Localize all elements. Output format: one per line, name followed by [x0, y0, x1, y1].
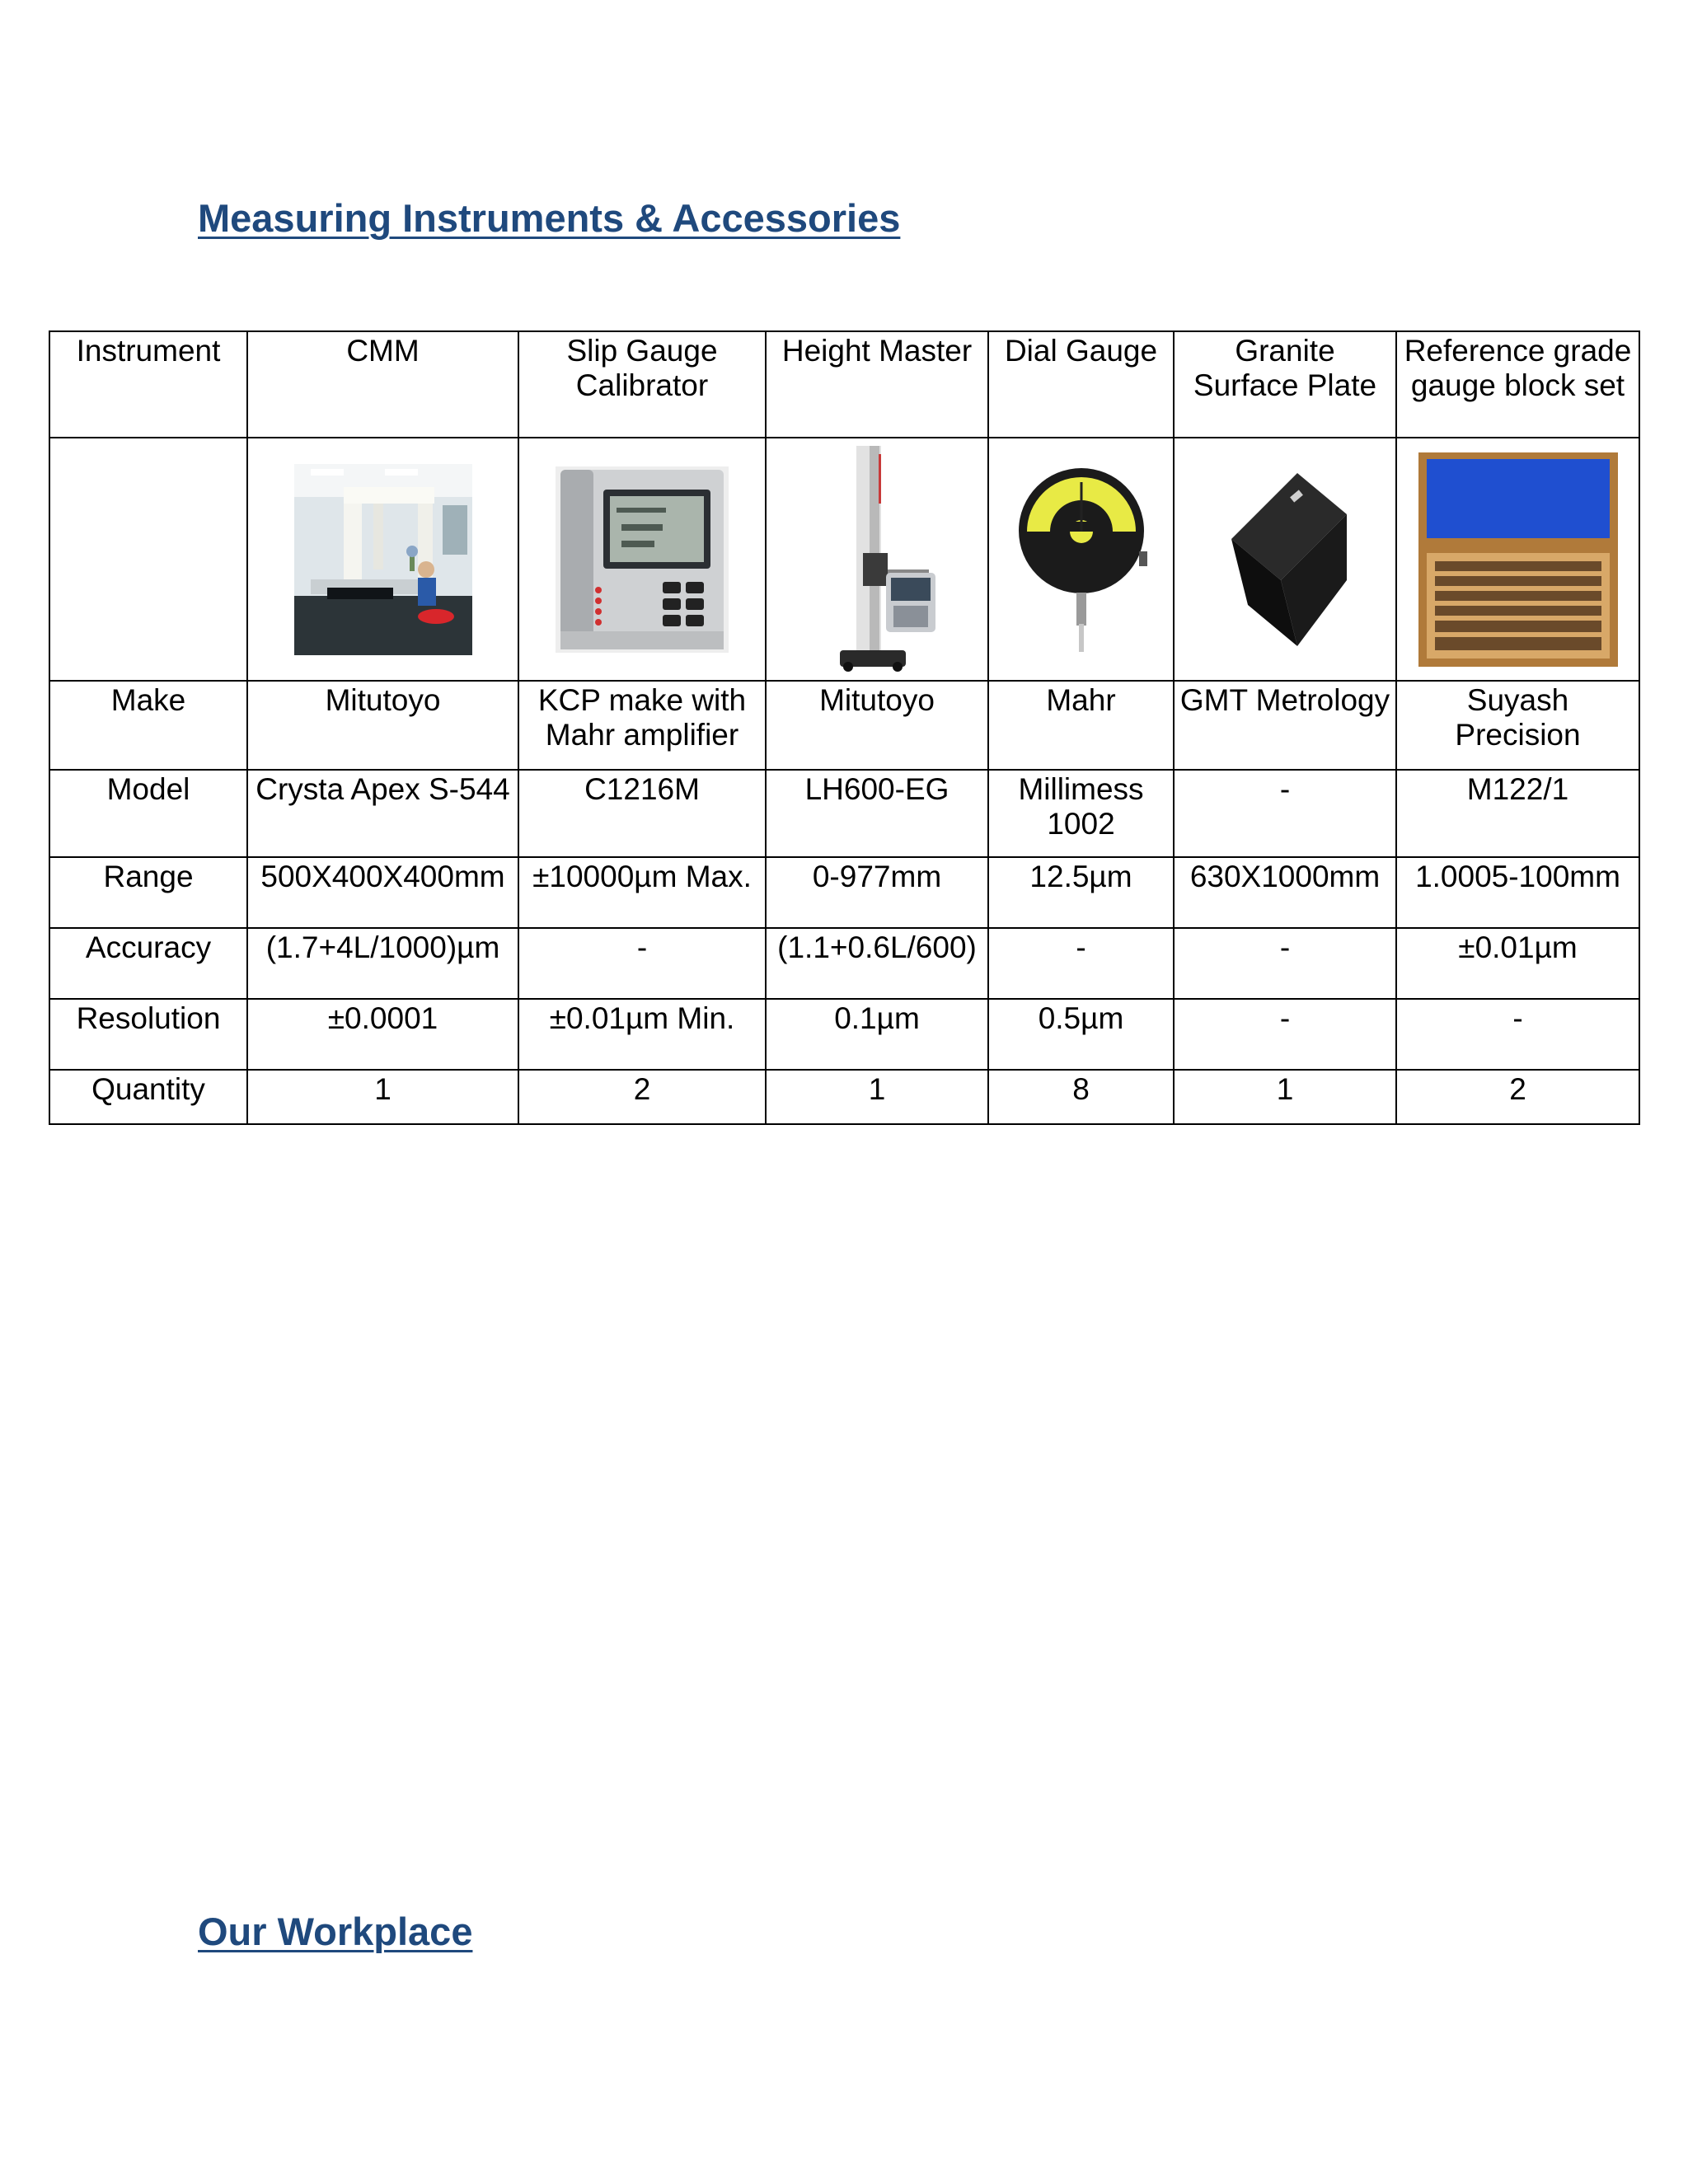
quantity-granite-surface-plate: 1	[1174, 1070, 1396, 1124]
row-label-instrument: Instrument	[49, 331, 247, 438]
model-height-master: LH600-EG	[766, 770, 988, 857]
make-height-master: Mitutoyo	[766, 681, 988, 770]
accuracy-height-master: (1.1+0.6L/600)	[766, 928, 988, 999]
instrument-name-height-master: Height Master	[766, 331, 988, 438]
make-slip-gauge-calibrator: KCP make with Mahr amplifier	[518, 681, 766, 770]
quantity-gauge-block-set: 2	[1396, 1070, 1639, 1124]
range-gauge-block-set: 1.0005-100mm	[1396, 857, 1639, 928]
range-slip-gauge-calibrator: ±10000µm Max.	[518, 857, 766, 928]
make-gauge-block-set: Suyash Precision	[1396, 681, 1639, 770]
row-label-accuracy: Accuracy	[49, 928, 247, 999]
slip-gauge-calibrator-image	[556, 466, 729, 653]
resolution-height-master: 0.1µm	[766, 999, 988, 1070]
instrument-name-slip-gauge-calibrator: Slip Gauge Calibrator	[518, 331, 766, 438]
instrument-name-dial-gauge: Dial Gauge	[988, 331, 1174, 438]
row-label-model: Model	[49, 770, 247, 857]
table-row-model	[49, 770, 1639, 857]
image-cell-gauge-block-set	[1396, 438, 1639, 681]
range-dial-gauge: 12.5µm	[988, 857, 1174, 928]
instrument-name-granite-surface-plate: Granite Surface Plate	[1174, 331, 1396, 438]
table-row-resolution	[49, 999, 1639, 1070]
table-row-accuracy	[49, 928, 1639, 999]
resolution-slip-gauge-calibrator: ±0.01µm Min.	[518, 999, 766, 1070]
table-row-instrument	[49, 331, 1639, 438]
image-cell-slip-gauge-calibrator	[518, 438, 766, 681]
make-dial-gauge: Mahr	[988, 681, 1174, 770]
table-row-images	[49, 438, 1639, 681]
cmm-machine-image	[294, 464, 472, 655]
gauge-block-set-image	[1417, 451, 1620, 668]
row-label-range: Range	[49, 857, 247, 928]
image-cell-height-master	[766, 438, 988, 681]
row-label-quantity: Quantity	[49, 1070, 247, 1124]
instrument-name-gauge-block-set: Reference grade gauge block set	[1396, 331, 1639, 438]
image-cell-cmm	[247, 438, 518, 681]
accuracy-dial-gauge: -	[988, 928, 1174, 999]
model-granite-surface-plate: -	[1174, 770, 1396, 857]
dial-gauge-image	[1015, 461, 1147, 658]
model-cmm: Crysta Apex S-544	[247, 770, 518, 857]
resolution-dial-gauge: 0.5µm	[988, 999, 1174, 1070]
make-granite-surface-plate: GMT Metrology	[1174, 681, 1396, 770]
quantity-dial-gauge: 8	[988, 1070, 1174, 1124]
model-slip-gauge-calibrator: C1216M	[518, 770, 766, 857]
accuracy-granite-surface-plate: -	[1174, 928, 1396, 999]
table-row-quantity	[49, 1070, 1639, 1124]
table-row-make	[49, 681, 1639, 770]
quantity-slip-gauge-calibrator: 2	[518, 1070, 766, 1124]
image-cell-granite-surface-plate	[1174, 438, 1396, 681]
table-row-range	[49, 857, 1639, 928]
quantity-height-master: 1	[766, 1070, 988, 1124]
instruments-table	[49, 330, 1640, 1125]
accuracy-cmm: (1.7+4L/1000)µm	[247, 928, 518, 999]
row-label-make: Make	[49, 681, 247, 770]
quantity-cmm: 1	[247, 1070, 518, 1124]
image-cell-dial-gauge	[988, 438, 1174, 681]
resolution-gauge-block-set: -	[1396, 999, 1639, 1070]
row-label-resolution: Resolution	[49, 999, 247, 1070]
range-height-master: 0-977mm	[766, 857, 988, 928]
accuracy-gauge-block-set: ±0.01µm	[1396, 928, 1639, 999]
height-master-image	[815, 446, 939, 673]
section-heading-measuring-instruments: Measuring Instruments & Accessories	[198, 196, 901, 240]
make-cmm: Mitutoyo	[247, 681, 518, 770]
granite-surface-plate-image	[1215, 465, 1355, 654]
model-gauge-block-set: M122/1	[1396, 770, 1639, 857]
resolution-cmm: ±0.0001	[247, 999, 518, 1070]
resolution-granite-surface-plate: -	[1174, 999, 1396, 1070]
range-granite-surface-plate: 630X1000mm	[1174, 857, 1396, 928]
accuracy-slip-gauge-calibrator: -	[518, 928, 766, 999]
range-cmm: 500X400X400mm	[247, 857, 518, 928]
row-label-empty	[49, 438, 247, 681]
section-heading-our-workplace: Our Workplace	[198, 1910, 473, 1953]
model-dial-gauge: Millimess 1002	[988, 770, 1174, 857]
instrument-name-cmm: CMM	[247, 331, 518, 438]
